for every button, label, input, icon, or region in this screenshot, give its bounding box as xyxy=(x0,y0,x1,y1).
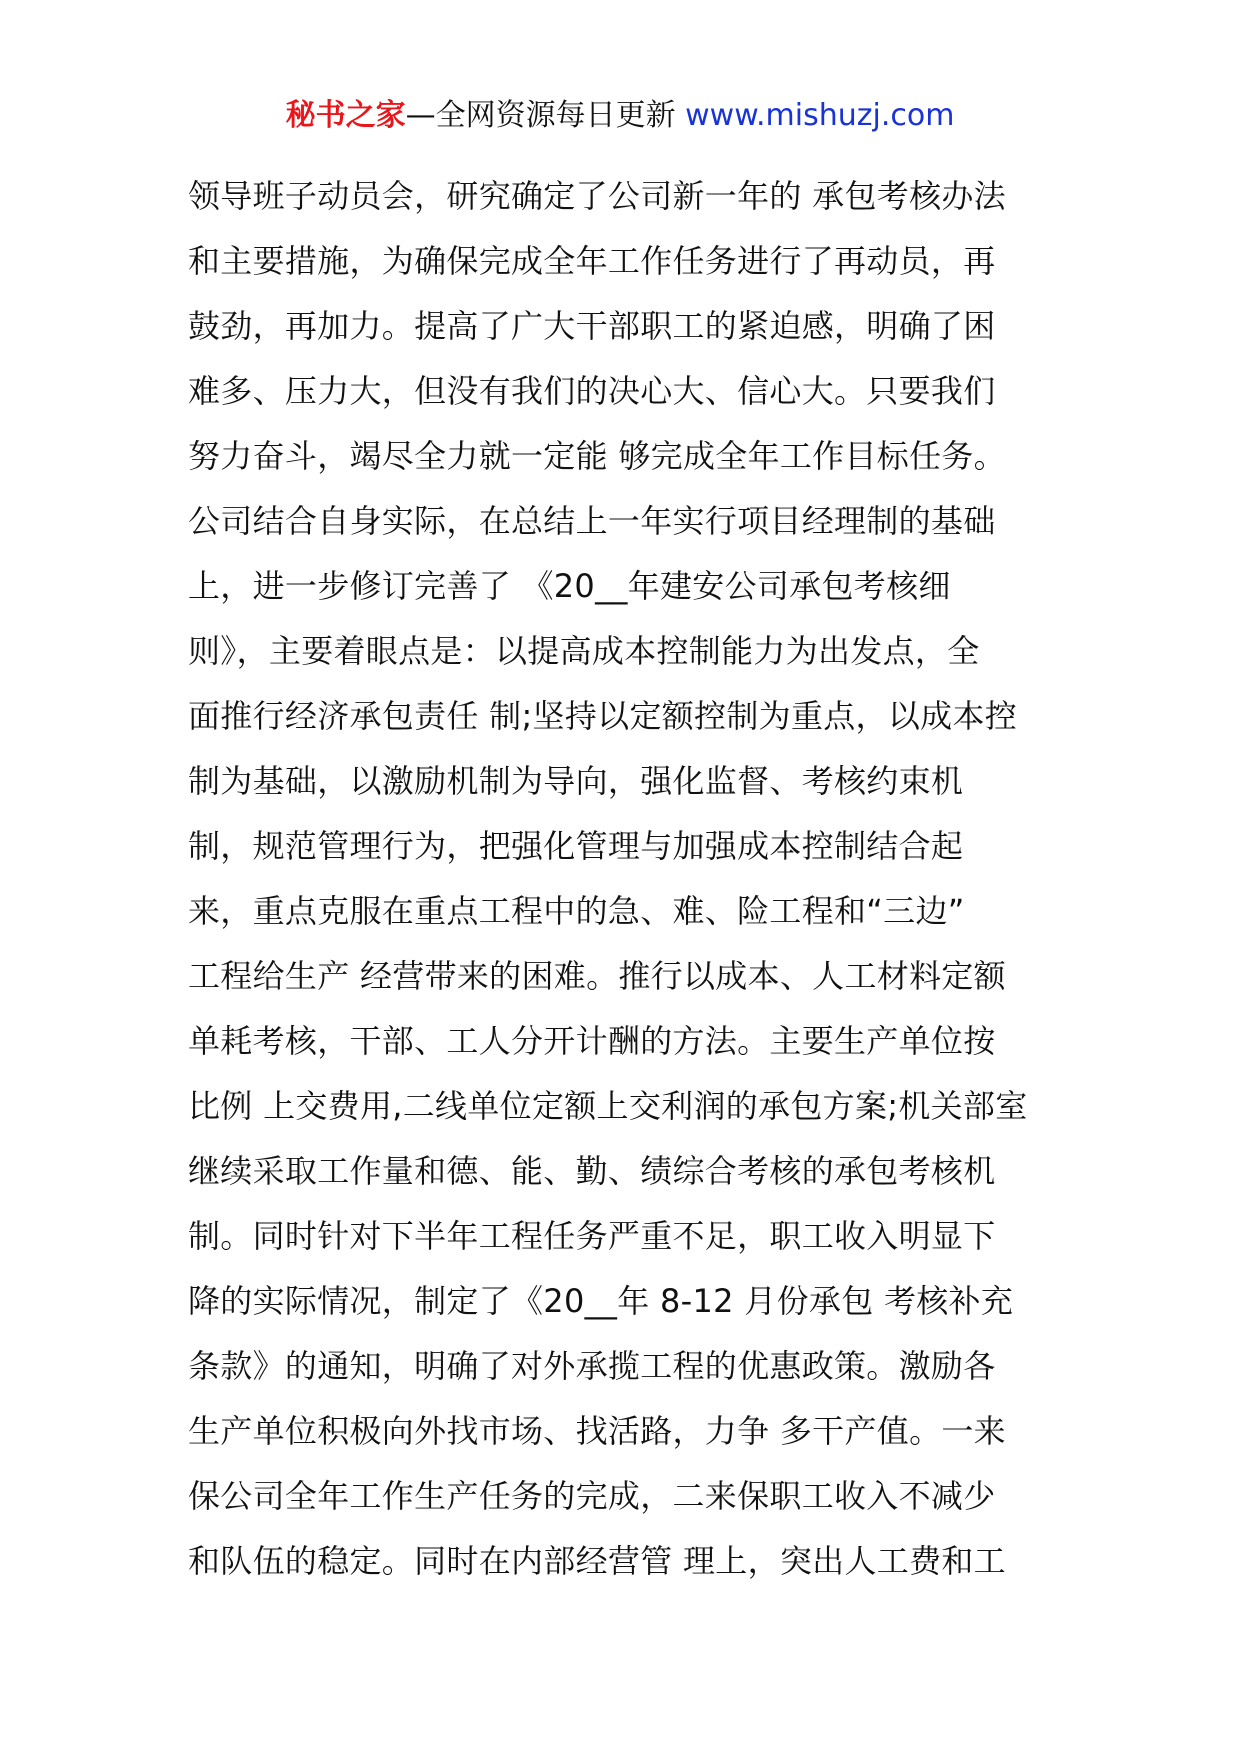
text-line: 努力奋斗，竭尽全力就一定能 够完成全年工作目标任务。 xyxy=(188,437,1006,475)
text-line: 面推行经济承包责任 制;坚持以定额控制为重点，以成本控 xyxy=(188,697,1018,735)
text-line: 公司结合自身实际，在总结上一年实行项目经理制的基础 xyxy=(188,502,996,540)
site-brand: 秘书之家 xyxy=(285,98,406,133)
text-line: 生产单位积极向外找市场、找活路，力争 多干产值。一来 xyxy=(188,1412,1006,1450)
body-text xyxy=(188,164,1068,1594)
text-line: 难多、压力大，但没有我们的决心大、信心大。只要我们 xyxy=(188,372,996,410)
text-line: 制，规范管理行为，把强化管理与加强成本控制结合起 xyxy=(188,827,964,865)
text-line: 单耗考核，干部、工人分开计酬的方法。主要生产单位按 xyxy=(188,1022,996,1060)
text-line: 工程给生产 经营带来的困难。推行以成本、人工材料定额 xyxy=(188,957,1006,995)
text-line: 和队伍的稳定。同时在内部经营管 理上，突出人工费和工 xyxy=(188,1542,1006,1580)
page-header xyxy=(0,96,1240,136)
site-tagline: —全网资源每日更新 xyxy=(405,98,676,133)
text-line: 比例 上交费用,二线单位定额上交利润的承包方案;机关部室 xyxy=(188,1087,1028,1125)
text-line: 领导班子动员会，研究确定了公司新一年的 承包考核办法 xyxy=(188,177,1006,215)
text-line: 条款》的通知，明确了对外承揽工程的优惠政策。激励各 xyxy=(188,1347,996,1385)
text-line: 和主要措施，为确保完成全年工作任务进行了再动员，再 xyxy=(188,242,996,280)
text-line: 降的实际情况，制定了《20__年 8-12 月份承包 考核补充 xyxy=(188,1282,1014,1320)
text-line: 制为基础，以激励机制为导向，强化监督、考核约束机 xyxy=(188,762,964,800)
text-line: 保公司全年工作生产任务的完成，二来保职工收入不减少 xyxy=(188,1477,996,1515)
text-line: 上，进一步修订完善了 《20__年建安公司承包考核细 xyxy=(188,567,951,605)
text-line: 制。同时针对下半年工程任务严重不足，职工收入明显下 xyxy=(188,1217,996,1255)
text-line: 来，重点克服在重点工程中的急、难、险工程和“三边” xyxy=(188,892,965,930)
site-url[interactable]: www.mishuzj.com xyxy=(685,98,955,133)
text-line: 鼓劲，再加力。提高了广大干部职工的紧迫感，明确了困 xyxy=(188,307,996,345)
text-line: 继续采取工作量和德、能、勤、绩综合考核的承包考核机 xyxy=(188,1152,996,1190)
text-line: 则》，主要着眼点是：以提高成本控制能力为出发点，全 xyxy=(188,632,980,670)
